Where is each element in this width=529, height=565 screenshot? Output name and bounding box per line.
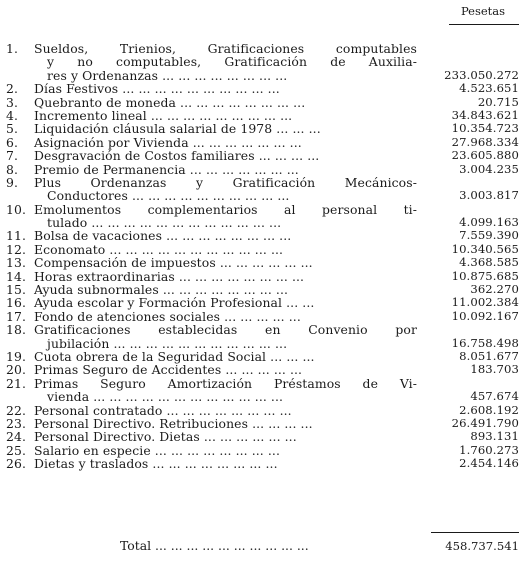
item-amount: 26.491.790 (451, 415, 519, 430)
row-line (0, 203, 529, 216)
row-line (0, 42, 529, 55)
table-row (0, 296, 529, 309)
item-number: 13. (6, 255, 27, 271)
row-line (0, 417, 529, 430)
row-line (0, 323, 529, 336)
table-row (0, 350, 529, 363)
row-line (0, 270, 529, 283)
item-number: 15. (6, 282, 27, 298)
item-description: Primas Seguro de Accidentes ... ... ... ... ... (34, 362, 303, 378)
item-number: 1. (6, 41, 19, 56)
item-description: y no computables, Gratificación de Auxilia- (47, 54, 417, 70)
total-row (0, 538, 529, 554)
row-line (0, 136, 529, 149)
table-row (0, 444, 529, 457)
row-line (0, 96, 529, 109)
total-amount: 458.737.541 (445, 539, 519, 553)
item-number: 26. (6, 456, 27, 472)
item-description: Bolsa de vacaciones ... ... ... ... ... ... ... ... (34, 228, 292, 244)
row-line (0, 350, 529, 363)
item-description: Emolumentos complementarios al personal ti- (34, 201, 417, 217)
item-description: Primas Seguro Amortización Préstamos de Vi- (34, 375, 417, 391)
item-description: tulado ... ... ... ... ... ... ... ... ... ... ... ... (47, 215, 282, 231)
item-number: 25. (6, 442, 27, 458)
item-number: 18. (6, 322, 27, 338)
row-line (0, 216, 529, 229)
table-row (0, 457, 529, 470)
row-line (0, 69, 529, 82)
row-line (0, 55, 529, 68)
item-number: 21. (6, 375, 27, 391)
item-number: 20. (6, 362, 27, 378)
item-amount: 10.354.723 (451, 121, 519, 136)
item-description: Personal Directivo. Retribuciones ... ... ... ... (34, 415, 313, 431)
table-row (0, 122, 529, 135)
table-row (0, 323, 529, 350)
table-row (0, 96, 529, 109)
row-line (0, 404, 529, 417)
item-amount: 8.051.677 (459, 348, 519, 363)
item-description: Ayuda subnormales ... ... ... ... ... ... ... ... (34, 282, 289, 298)
table-row (0, 243, 529, 256)
item-description: Sueldos, Trienios, Gratificaciones computables (34, 41, 417, 56)
item-description: Días Festivos ... ... ... ... ... ... ... ... ... ... (34, 81, 280, 97)
row-line (0, 337, 529, 350)
item-amount: 2.608.192 (459, 402, 519, 417)
row-line (0, 363, 529, 376)
item-number: 9. (6, 174, 19, 190)
row-line (0, 283, 529, 296)
row-line (0, 296, 529, 309)
item-amount: 1.760.273 (459, 442, 519, 457)
row-line (0, 82, 529, 95)
table-row (0, 203, 529, 230)
row-line (0, 122, 529, 135)
item-description: vienda ... ... ... ... ... ... ... ... ... ... ... ... (47, 389, 284, 405)
item-description: Economato ... ... ... ... ... ... ... ... ... ... ... (34, 241, 284, 257)
row-line (0, 189, 529, 202)
table-row (0, 42, 529, 82)
table-row (0, 163, 529, 176)
item-number: 22. (6, 402, 27, 418)
item-amount: 4.368.585 (459, 255, 519, 270)
item-amount: 10.340.565 (451, 241, 519, 256)
row-line (0, 163, 529, 176)
item-amount: 233.050.272 (444, 67, 519, 82)
item-amount: 3.003.817 (459, 188, 519, 203)
item-number: 12. (6, 241, 27, 257)
row-line (0, 243, 529, 256)
item-number: 19. (6, 348, 27, 364)
item-amount: 7.559.390 (459, 228, 519, 243)
row-line (0, 444, 529, 457)
table-row (0, 109, 529, 122)
item-description: res y Ordenanzas ... ... ... ... ... ... ... ... (47, 67, 288, 83)
item-description: Fondo de atenciones sociales ... ... ... ... ... (34, 308, 301, 324)
item-amount: 27.968.334 (451, 134, 519, 149)
item-number: 6. (6, 134, 19, 150)
item-description: Conductores ... ... ... ... ... ... ... ... ... ... (47, 188, 290, 204)
row-line (0, 149, 529, 162)
table-row (0, 229, 529, 242)
item-number: 5. (6, 121, 19, 137)
item-description: Desgravación de Costos familiares ... ... ... ... (34, 148, 320, 164)
row-line (0, 109, 529, 122)
table-row (0, 363, 529, 376)
item-number: 7. (6, 148, 19, 164)
item-amount: 23.605.880 (451, 148, 519, 163)
expense-table (0, 42, 529, 471)
item-number: 14. (6, 268, 27, 284)
item-number: 2. (6, 81, 19, 97)
item-description: Gratificaciones establecidas en Convenio por (34, 322, 417, 338)
currency-header: Pesetas (460, 4, 506, 18)
table-row (0, 270, 529, 283)
item-number: 17. (6, 308, 27, 324)
item-description: Personal Directivo. Dietas ... ... ... ... ... ... (34, 429, 297, 445)
item-amount: 893.131 (470, 429, 519, 444)
table-row (0, 404, 529, 417)
table-row (0, 310, 529, 323)
item-description: jubilación ... ... ... ... ... ... ... ... ... ... ... (47, 335, 288, 351)
table-row (0, 149, 529, 162)
row-line (0, 229, 529, 242)
item-amount: 10.875.685 (451, 268, 519, 283)
item-amount: 3.004.235 (459, 161, 519, 176)
row-line (0, 176, 529, 189)
total-rule (431, 532, 519, 533)
item-amount: 16.758.498 (451, 335, 519, 350)
table-row (0, 176, 529, 203)
row-line (0, 310, 529, 323)
item-description: Personal contratado ... ... ... ... ... ... ... ... (34, 402, 292, 418)
item-amount: 362.270 (470, 282, 519, 297)
item-number: 3. (6, 94, 19, 110)
item-number: 11. (6, 228, 27, 244)
row-line (0, 390, 529, 403)
item-description: Asignación por Vivienda ... ... ... ... ... ... ... (34, 134, 302, 150)
item-description: Premio de Permanencia ... ... ... ... ... ... ... (34, 161, 299, 177)
row-line (0, 457, 529, 470)
table-row (0, 377, 529, 404)
total-label: Total ... ... ... ... ... ... ... ... ... ... (120, 538, 309, 553)
item-description: Horas extraordinarias ... ... ... ... ... ... ... ... (34, 268, 305, 284)
item-description: Salario en especie ... ... ... ... ... ... ... ... (34, 442, 280, 458)
table-row (0, 256, 529, 269)
table-row (0, 430, 529, 443)
item-amount: 2.454.146 (459, 456, 519, 471)
item-amount: 11.002.384 (451, 295, 519, 310)
item-description: Liquidación cláusula salarial de 1978 ... ... ... (34, 121, 321, 137)
item-amount: 183.703 (470, 362, 519, 377)
item-number: 8. (6, 161, 19, 177)
item-description: Dietas y traslados ... ... ... ... ... ... ... ... (34, 456, 278, 472)
item-description: Compensación de impuestos ... ... ... ... ... ... (34, 255, 313, 271)
item-description: Ayuda escolar y Formación Profesional ... ... (34, 295, 315, 311)
item-number: 16. (6, 295, 27, 311)
table-row (0, 82, 529, 95)
row-line (0, 256, 529, 269)
item-description: Plus Ordenanzas y Gratificación Mecánicos- (34, 174, 417, 190)
item-number: 10. (6, 201, 27, 217)
item-amount: 4.099.163 (459, 215, 519, 230)
header-rule (449, 24, 519, 25)
item-amount: 457.674 (470, 389, 519, 404)
table-row (0, 417, 529, 430)
item-amount: 4.523.651 (459, 81, 519, 96)
table-row (0, 283, 529, 296)
item-description: Incremento lineal ... ... ... ... ... ... ... ... ... (34, 107, 293, 123)
item-description: Quebranto de moneda ... ... ... ... ... ... ... ... (34, 94, 306, 110)
item-number: 24. (6, 429, 27, 445)
item-amount: 34.843.621 (451, 107, 519, 122)
item-number: 4. (6, 107, 19, 123)
item-amount: 20.715 (477, 94, 519, 109)
row-line (0, 377, 529, 390)
item-amount: 10.092.167 (451, 308, 519, 323)
table-row (0, 136, 529, 149)
item-description: Cuota obrera de la Seguridad Social ... ... ... (34, 348, 315, 364)
item-number: 23. (6, 415, 27, 431)
row-line (0, 430, 529, 443)
